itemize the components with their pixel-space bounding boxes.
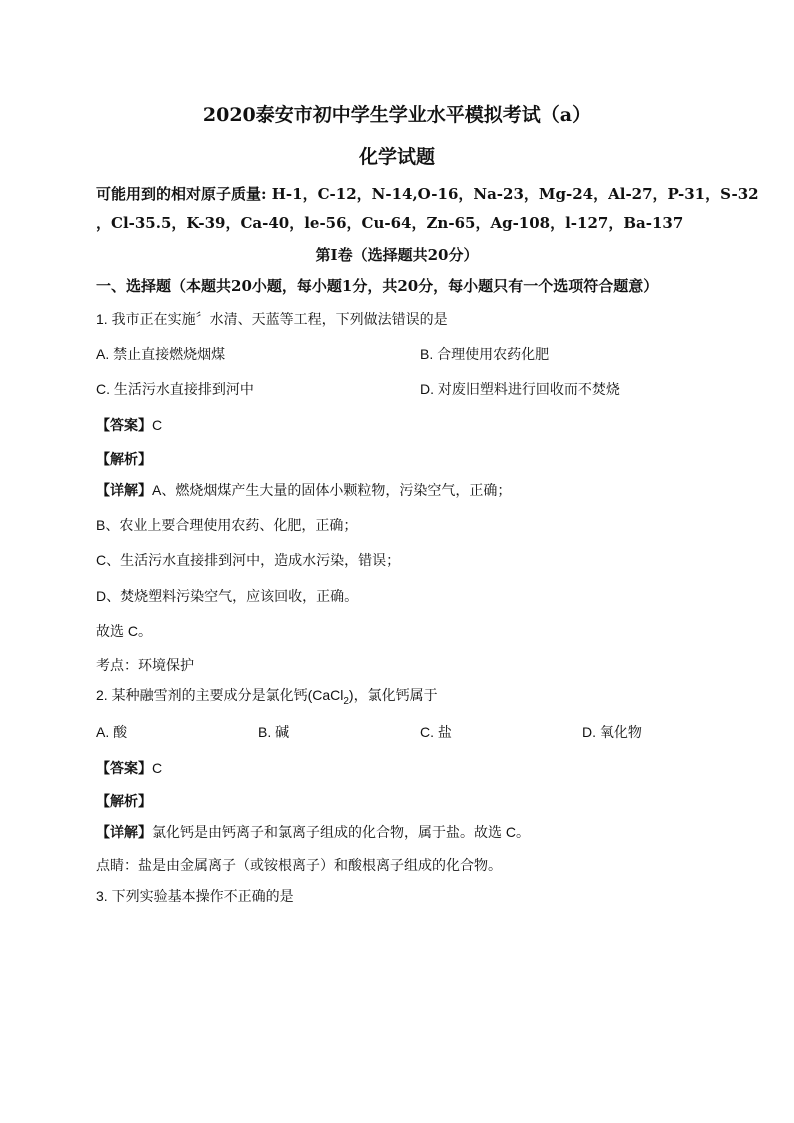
section-instruction: 一、选择题（本题共20小题，每小题1分，共20分，每小题只有一个选项符合题意） — [96, 277, 659, 295]
stem-pre: 2. 某种融雪剂的主要成分是氯化钙(CaCl — [96, 687, 344, 703]
question-1-option-c: C. 生活污水直接排到河中 — [96, 381, 254, 397]
exam-title: 2020泰安市初中学生学业水平模拟考试（a） — [202, 104, 592, 126]
question-2-detail — [96, 822, 530, 842]
question-1-option-d: D. 对废旧塑料进行回收而不焚烧 — [420, 381, 620, 397]
detail-text: A、燃烧烟煤产生大量的固体小颗粒物，污染空气，正确； — [152, 482, 512, 498]
question-2-answer — [96, 758, 162, 778]
answer-value: C — [152, 417, 163, 433]
question-2-option-b: B. 碱 — [258, 724, 290, 740]
question-3-stem: 3. 下列实验基本操作不正确的是 — [96, 888, 294, 904]
answer-value: C — [152, 760, 163, 776]
atomic-mass-line-2: ，Cl-35.5，K-39，Ca-40，le-56，Cu-64，Zn-65，Ag-108，l-127，Ba-137 — [96, 214, 684, 232]
question-1-stem: 1. 我市正在实施〞水清、天蓝等工程，下列做法错误的是 — [96, 311, 448, 327]
question-2-note: 点睛：盐是由金属离子（或铵根离子）和酸根离子组成的化合物。 — [96, 857, 502, 873]
question-1-detail-d: D、焚烧塑料污染空气，应该回收，正确。 — [96, 588, 359, 604]
question-1-option-a: A. 禁止直接燃烧烟煤 — [96, 346, 226, 362]
detail-tag: 【详解】 — [96, 482, 152, 498]
question-1-topic: 考点：环境保护 — [96, 657, 194, 673]
answer-tag: 【答案】 — [96, 760, 152, 776]
question-1-conclusion: 故选 C。 — [96, 623, 152, 639]
question-2-analysis-tag: 【解析】 — [96, 793, 152, 809]
question-1-option-b: B. 合理使用农药化肥 — [420, 346, 550, 362]
answer-tag: 【答案】 — [96, 417, 152, 433]
question-2-option-d: D. 氧化物 — [582, 724, 642, 740]
subject-title: 化学试题 — [358, 146, 435, 168]
question-2-option-a: A. 酸 — [96, 724, 128, 740]
detail-text: 氯化钙是由钙离子和氯离子组成的化合物，属于盐。故选 C。 — [152, 824, 530, 840]
question-1-detail-a — [96, 480, 511, 500]
atomic-mass-line-1: 可能用到的相对原子质量: H-1，C-12，N-14,O-16，Na-23，Mg-24，Al-27，P-31，S-32 — [96, 185, 759, 203]
question-1-analysis-tag: 【解析】 — [96, 451, 152, 467]
question-1-detail-c: C、生活污水直接排到河中，造成水污染，错误； — [96, 552, 401, 568]
question-2-option-c: C. 盐 — [420, 724, 452, 740]
detail-tag: 【详解】 — [96, 824, 152, 840]
section-title: 第Ⅰ卷（选择题共20分） — [315, 246, 479, 264]
question-1-detail-b: B、农业上要合理使用农药、化肥，正确； — [96, 517, 358, 533]
question-1-answer — [96, 415, 162, 435]
question-2-stem — [96, 685, 438, 707]
stem-post: )，氯化钙属于 — [348, 687, 438, 703]
stem-subscript: 2 — [343, 695, 349, 707]
